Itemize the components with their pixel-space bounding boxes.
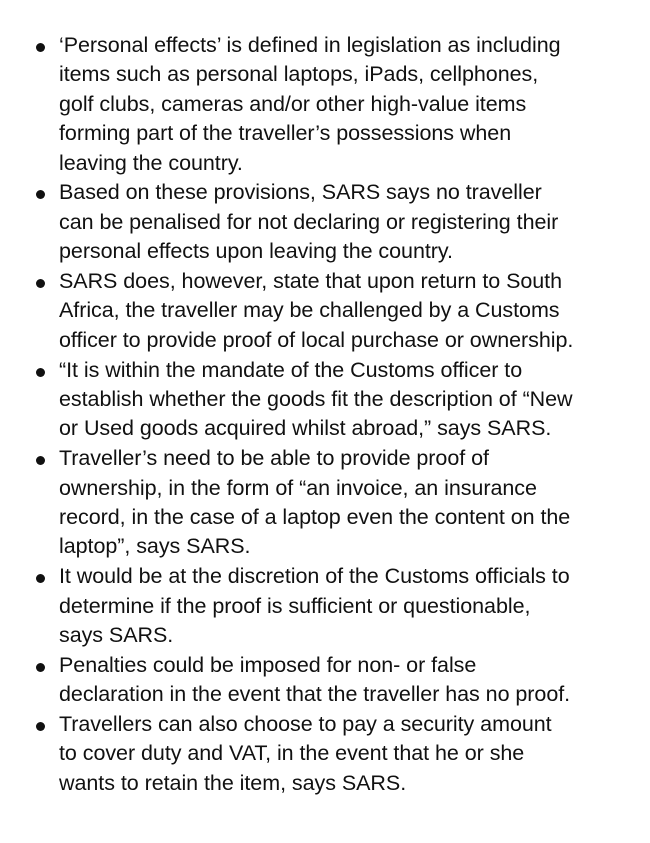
bullet-line: establish whether the goods fit the description of “New: [59, 387, 573, 412]
bullet-line: forming part of the traveller’s possessions when: [59, 121, 512, 146]
bullet-item-customs-mandate: [0, 356, 650, 444]
bullet-line: says SARS.: [59, 623, 174, 648]
bullet-line: or Used goods acquired whilst abroad,” says SARS.: [59, 416, 552, 441]
bullet-dot: [36, 43, 45, 52]
bullet-line: golf clubs, cameras and/or other high-value items: [59, 91, 527, 116]
bullet-list: [0, 31, 650, 798]
bullet-line: Africa, the traveller may be challenged by a Customs: [59, 298, 560, 323]
bullet-dot: [36, 574, 45, 583]
bullet-line: items such as personal laptops, iPads, cellphones,: [59, 62, 539, 87]
bullet-item-personal-effects: [0, 31, 650, 178]
bullet-dot: [36, 663, 45, 672]
bullet-line: to cover duty and VAT, in the event that he or she: [59, 741, 525, 766]
bullet-line: Travellers can also choose to pay a security amount: [59, 712, 552, 737]
bullet-line: Penalties could be imposed for non- or false: [59, 652, 477, 677]
bullet-dot: [36, 368, 45, 377]
bullet-line: Traveller’s need to be able to provide proof of: [59, 446, 489, 471]
bullet-dot: [36, 279, 45, 288]
bullet-line: ownership, in the form of “an invoice, an insurance: [59, 475, 537, 500]
bullet-line: can be penalised for not declaring or registering their: [59, 209, 559, 234]
bullet-line: ‘Personal effects’ is defined in legislation as including: [59, 33, 561, 57]
bullet-item-penalties: [0, 651, 650, 710]
bullet-line: officer to provide proof of local purchase or ownership.: [59, 327, 574, 352]
bullet-dot: [36, 190, 45, 199]
bullet-line: determine if the proof is sufficient or questionable,: [59, 593, 531, 618]
bullet-item-discretion: [0, 562, 650, 650]
bullet-item-proof-on-return: [0, 267, 650, 355]
bullet-dot: [36, 456, 45, 465]
bullet-line: personal effects upon leaving the country.: [59, 239, 453, 264]
bullet-line: declaration in the event that the traveller has no proof.: [59, 682, 571, 707]
bullet-dot: [36, 722, 45, 731]
bullet-item-no-penalty: [0, 178, 650, 266]
bullet-line: Based on these provisions, SARS says no traveller: [59, 180, 542, 205]
bullet-line: wants to retain the item, says SARS.: [59, 770, 407, 795]
bullet-line: laptop”, says SARS.: [59, 534, 251, 559]
bullet-line: “It is within the mandate of the Customs officer to: [59, 357, 523, 382]
bullet-line: record, in the case of a laptop even the content on the: [59, 505, 571, 530]
bullet-line: It would be at the discretion of the Customs officials to: [59, 564, 570, 589]
bullet-line: SARS does, however, state that upon return to South: [59, 269, 563, 294]
bullet-line: leaving the country.: [59, 150, 243, 175]
bullet-item-proof-of-ownership: [0, 444, 650, 562]
bullet-item-security-amount: [0, 710, 650, 798]
